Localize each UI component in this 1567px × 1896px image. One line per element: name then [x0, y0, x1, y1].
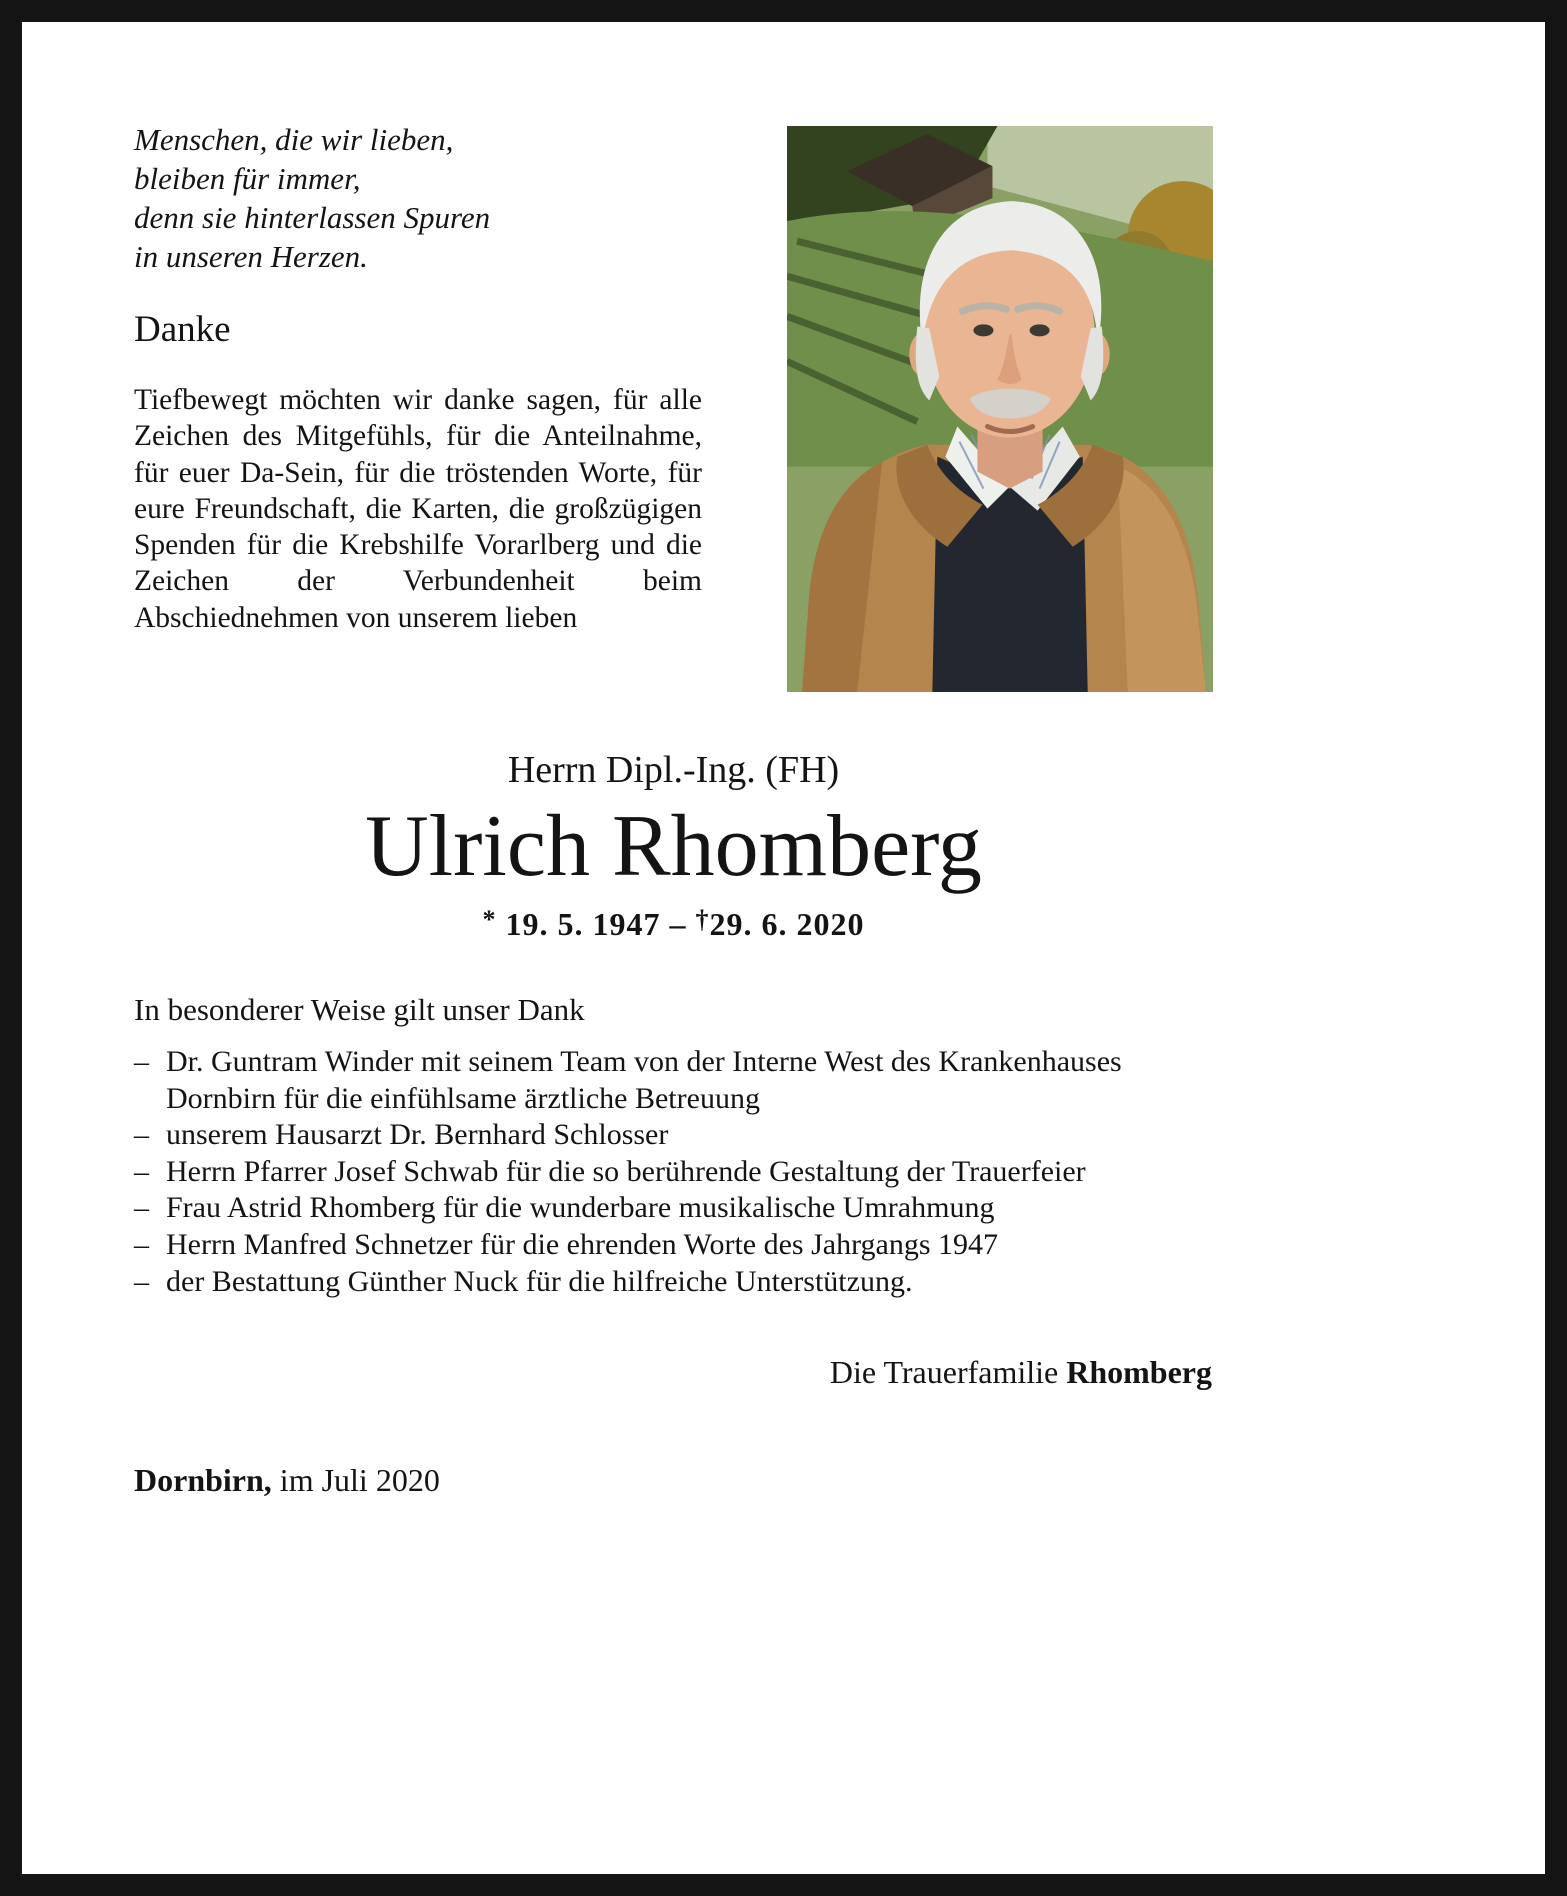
quote-line: denn sie hinterlassen Spuren	[134, 200, 491, 236]
list-item-text: unserem Hausarzt Dr. Bernhard Schlosser	[166, 1118, 669, 1152]
death-date: 29. 6. 2020	[709, 905, 865, 942]
family-label: Die Trauerfamilie	[829, 1354, 1059, 1390]
place-name: Dornbirn,	[134, 1462, 272, 1498]
quote-line: bleiben für immer,	[134, 161, 361, 197]
quote-line: in unseren Herzen.	[134, 239, 368, 275]
family-name: Rhomberg	[1066, 1354, 1212, 1390]
deceased-dates	[134, 906, 1213, 943]
list-item	[134, 1190, 1228, 1227]
deceased-block	[134, 748, 1213, 943]
list-item	[134, 1227, 1228, 1264]
dash-marker: –	[134, 1118, 149, 1152]
list-item	[134, 1264, 1228, 1301]
quote-line: Menschen, die wir lieben,	[134, 122, 454, 157]
deceased-name: Ulrich Rhomberg	[365, 798, 982, 895]
dash-marker: –	[134, 1045, 149, 1078]
portrait-photo	[787, 126, 1213, 692]
family-signature	[134, 1354, 1212, 1391]
list-item-text: Herrn Manfred Schnetzer für die ehrenden Worte des Jahrgangs 1947	[166, 1227, 999, 1261]
dash-marker: –	[134, 1191, 149, 1225]
death-symbol: †	[695, 904, 710, 934]
dash-marker: –	[134, 1154, 149, 1188]
list-item-text: Frau Astrid Rhomberg für die wunderbare musikalische Umrahmung	[166, 1191, 995, 1225]
list-item-text: Herrn Pfarrer Josef Schwab für die so berührende Gestaltung der Trauerfeier	[166, 1154, 1086, 1188]
special-thanks-intro: In besonderer Weise gilt unser Dank	[134, 992, 585, 1027]
place-date-line	[134, 1462, 440, 1499]
birth-date: 19. 5. 1947	[505, 905, 661, 942]
dates-separator: –	[669, 905, 687, 942]
list-item	[134, 1044, 1228, 1117]
thanks-message: Tiefbewegt möchten wir danke sagen, für alle Zeichen des Mitgefühls, für die Anteilnahme, für euer Da-Sein, für die tröstenden Worte, für eure Freundschaft, die Karten, die großzügigen Spenden für die Krebshilfe Vorarlberg und die Zeichen der Verbundenheit beim Abschiednehmen von unserem lieben	[134, 384, 702, 634]
birth-symbol: *	[482, 904, 497, 934]
list-item	[134, 1117, 1228, 1154]
dash-marker: –	[134, 1227, 149, 1261]
portrait-illustration	[787, 126, 1213, 692]
thanks-heading: Danke	[134, 309, 231, 350]
list-item-text: der Bestattung Günther Nuck für die hilfreiche Unterstützung.	[166, 1264, 913, 1298]
dash-marker: –	[134, 1264, 149, 1298]
deceased-title-line: Herrn Dipl.-Ing. (FH)	[507, 749, 840, 791]
special-thanks-list	[134, 1044, 1228, 1300]
date-text: im Juli 2020	[279, 1462, 440, 1498]
list-item-text: Dr. Guntram Winder mit seinem Team von der Interne West des Krankenhauses Dornbirn für die einfühlsame ärztliche Betreuung	[166, 1045, 1122, 1115]
list-item	[134, 1154, 1228, 1191]
memorial-quote	[134, 120, 490, 276]
